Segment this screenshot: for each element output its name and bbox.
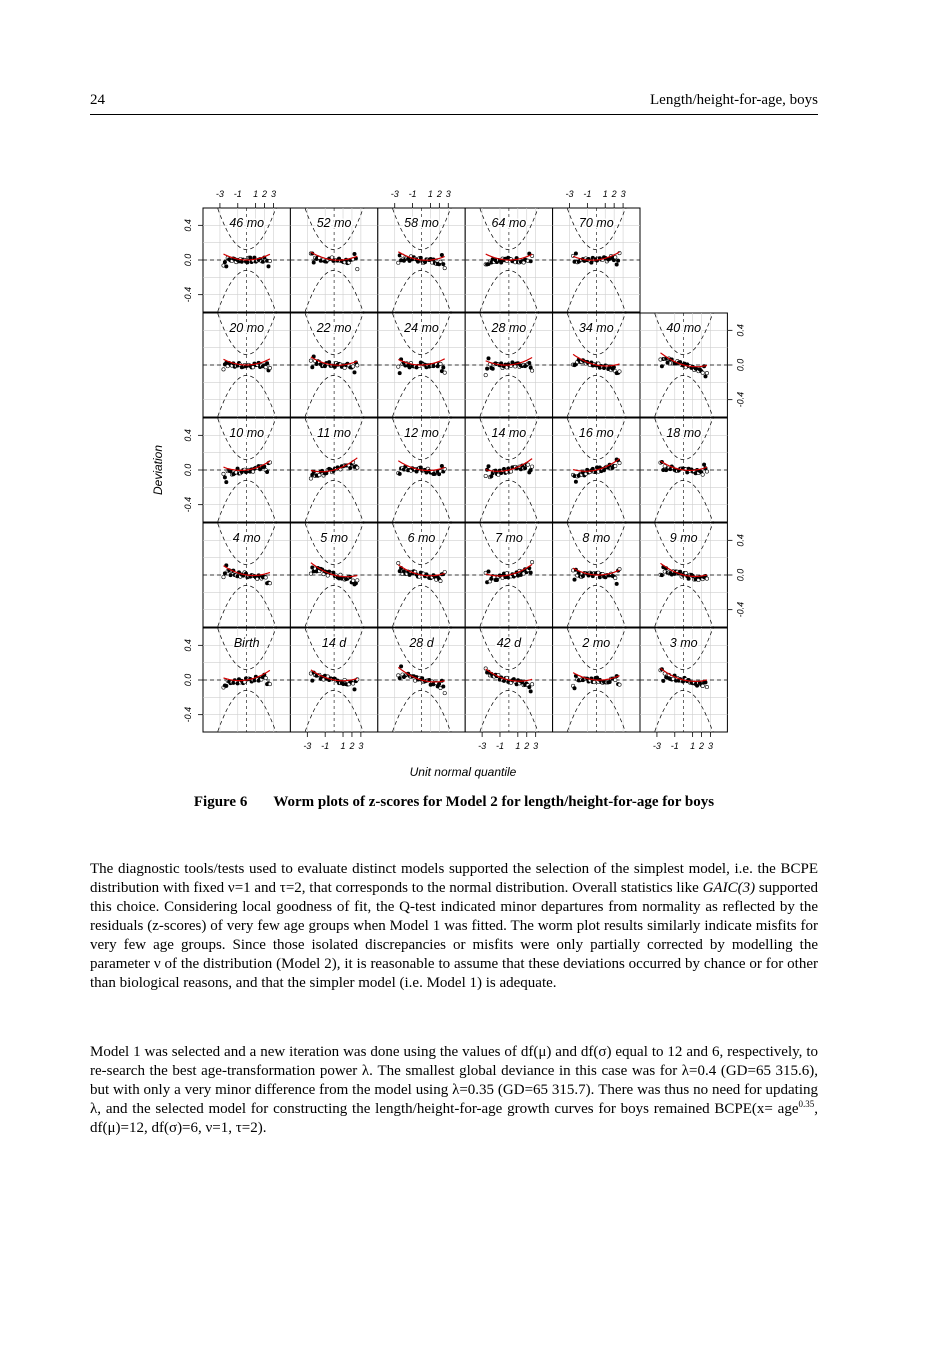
y-tick-label: 0.0 — [735, 568, 746, 582]
worm-point — [397, 261, 400, 264]
worm-point — [660, 365, 663, 368]
worm-point — [268, 259, 271, 262]
worm-point — [437, 682, 440, 685]
y-tick-label: 0.0 — [735, 358, 746, 372]
figure-caption-text: Worm plots of z-scores for Model 2 for length/height-for-age for boys — [273, 794, 715, 810]
panel-label: 12 mo — [404, 426, 439, 440]
y-axis-title: Deviation — [151, 444, 165, 496]
x-tick-label: 2 — [262, 189, 268, 199]
worm-point — [418, 575, 421, 578]
worm-point — [225, 265, 228, 268]
worm-point — [268, 682, 271, 685]
worm-point — [505, 572, 508, 575]
worm-point — [246, 261, 249, 264]
worm-point — [264, 366, 267, 369]
worm-point — [528, 685, 531, 688]
x-tick-label: -1 — [495, 741, 504, 751]
worm-point — [332, 571, 335, 574]
worm-point — [614, 256, 617, 259]
worm-point — [614, 576, 617, 579]
y-tick-label: 0.0 — [183, 253, 193, 267]
worm-point — [440, 253, 443, 256]
paragraph-model-selection — [90, 1043, 818, 1138]
x-tick-label: 1 — [690, 741, 696, 751]
y-tick-label: 0.4 — [183, 219, 193, 232]
worm-point — [612, 366, 615, 369]
worm-point — [529, 571, 532, 574]
worm-point — [705, 470, 708, 473]
worm-point — [614, 464, 617, 467]
worm-point — [616, 259, 619, 262]
figure-number: Figure 6 — [193, 794, 248, 810]
panel-label: 24 mo — [404, 321, 439, 335]
worm-point — [330, 256, 333, 259]
running-title: Length/height-for-age, boys — [650, 92, 818, 108]
worm-point — [309, 359, 312, 362]
panel-label: 11 mo — [317, 426, 352, 440]
worm-point — [309, 477, 312, 480]
panel-label: 58 mo — [404, 216, 439, 230]
worm-point — [701, 684, 704, 687]
x-tick-label: 1 — [340, 741, 346, 751]
worm-point — [222, 575, 225, 578]
figure-caption — [90, 794, 818, 811]
x-tick-label: 1 — [253, 189, 259, 199]
worm-point — [487, 570, 490, 573]
panel-label: 7 mo — [495, 531, 523, 545]
worm-point — [618, 683, 621, 686]
worm-point — [487, 465, 490, 468]
panel-label: 2 mo — [582, 636, 611, 650]
x-tick-label: -1 — [583, 189, 592, 199]
x-tick-label: 2 — [349, 741, 355, 751]
x-tick-label: 3 — [445, 189, 451, 199]
worm-point — [398, 371, 401, 374]
x-tick-label: 2 — [524, 741, 530, 751]
p2-text-b: , df(μ)=12, df(σ)=6, ν=1, τ=2). — [90, 1101, 818, 1136]
panel-label: 40 mo — [666, 321, 702, 335]
x-tick-label: 1 — [427, 189, 433, 199]
worm-point — [353, 688, 356, 691]
panel-label: 5 mo — [320, 531, 348, 545]
worm-point — [701, 473, 704, 476]
worm-point — [312, 261, 315, 264]
worm-point — [614, 678, 617, 681]
worm-point — [443, 371, 446, 374]
worm-point — [615, 582, 618, 585]
worm-point — [701, 371, 704, 374]
x-tick-label: -3 — [303, 741, 312, 751]
worm-point — [442, 685, 445, 688]
worm-point — [399, 665, 402, 668]
p1-text-a: The diagnostic tools/tests used to evaluate distinct models supported the selection of the simplest model, i.e. the BCPE distribution with fixed ν=1 and τ=2, that corresponds to the normal distribution. Overall statistics like — [90, 861, 818, 896]
worm-point — [398, 472, 401, 475]
worm-point — [229, 470, 232, 473]
worm-point — [615, 263, 618, 266]
panel-label: 70 mo — [578, 216, 614, 230]
y-tick-label: 0.4 — [735, 324, 746, 337]
worm-point — [353, 371, 356, 374]
worm-point — [528, 361, 531, 364]
worm-point — [529, 260, 532, 263]
panel-label: 64 mo — [491, 216, 527, 230]
panel-label: 4 mo — [232, 531, 261, 545]
worm-point — [349, 466, 352, 469]
page-number: 24 — [90, 92, 105, 108]
panel-label: 14 mo — [491, 426, 527, 440]
worm-point — [704, 681, 707, 684]
worm-point — [443, 691, 446, 694]
worm-point — [484, 373, 487, 376]
worm-point — [705, 577, 708, 580]
x-tick-label: 2 — [699, 741, 705, 751]
worm-point — [225, 684, 228, 687]
worm-point — [574, 480, 577, 483]
worm-point — [608, 680, 611, 683]
panel-label: Birth — [233, 636, 260, 650]
worm-point — [223, 476, 226, 479]
x-tick-label: -1 — [321, 741, 330, 751]
panel-label: 46 mo — [229, 216, 265, 230]
p1-text-b: supported this choice. Considering local goodness of fit, the Q-test indicated minor departures from normality as reflected by the residuals (z-scores) of very few age groups when Model 1 was fitted. The worm plot results similarly indicate misfits for very few age groups. Since those isolated discrepancies or misfits were only partially corrected by modelling the parameter ν of the distribution (Model 2), it is reasonable to assume that these deviations occurred by chance or for other than biological reasons, and that the simpler model (i.e. Model 1) is adequate. — [90, 880, 818, 991]
worm-point — [618, 461, 621, 464]
worm-point — [222, 472, 225, 475]
panel-label: 22 mo — [316, 321, 352, 335]
worm-point — [356, 267, 359, 270]
worm-point — [485, 367, 488, 370]
y-tick-label: 0.4 — [183, 639, 193, 652]
worm-point — [590, 261, 593, 264]
x-tick-label: -3 — [215, 189, 224, 199]
worm-point — [526, 463, 529, 466]
y-tick-label: 0.0 — [183, 463, 193, 477]
x-tick-label: -1 — [670, 741, 679, 751]
panel-label: 42 d — [496, 636, 522, 650]
worm-point — [223, 260, 226, 263]
panel-label: 14 d — [321, 636, 347, 650]
p2-text-a: Model 1 was selected and a new iteration was done using the values of df(μ) and df(σ) equal to 12 and 6, respectively, to re-search the best age-transformation power λ. The smallest global deviance in this case was for λ=0.4 (GD=65 315.6), but with only a very minor difference from the model using λ=0.35 (GD=65 315.7). There was thus no need for updating λ, and the selected model for constructing the length/height-for-age growth curves for boys remained BCPE(x= age — [90, 1044, 818, 1117]
panel-label: 28 mo — [491, 321, 527, 335]
x-tick-label: 3 — [707, 741, 713, 751]
p1-gaic: GAIC(3) — [702, 880, 756, 896]
y-tick-label: -0.4 — [183, 286, 193, 303]
worm-point — [222, 368, 225, 371]
x-tick-label: 3 — [620, 189, 626, 199]
panel-label: 16 mo — [578, 426, 614, 440]
worm-point — [439, 579, 442, 582]
worm-point — [443, 266, 446, 269]
worm-point — [311, 366, 314, 369]
worm-point — [663, 464, 666, 467]
worm-point — [530, 683, 533, 686]
worm-point — [529, 468, 532, 471]
panel-label: 10 mo — [229, 426, 265, 440]
x-tick-label: -1 — [408, 189, 417, 199]
y-tick-label: -0.4 — [183, 496, 193, 513]
panel-label: 52 mo — [316, 216, 352, 230]
worm-point — [439, 362, 442, 365]
panel-label: 9 mo — [669, 531, 698, 545]
worm-point — [678, 570, 681, 573]
worm-point — [573, 687, 576, 690]
worm-point — [702, 463, 705, 466]
x-tick-label: 3 — [270, 189, 276, 199]
worm-point — [705, 371, 708, 374]
worm-point — [356, 466, 359, 469]
worm-point — [264, 676, 267, 679]
worm-point — [268, 366, 271, 369]
panel-label: 6 mo — [407, 531, 436, 545]
worm-point — [440, 464, 443, 467]
worm-point — [573, 578, 576, 581]
worm-point — [530, 369, 533, 372]
p2-exponent: 0.35 — [798, 1099, 815, 1109]
worm-point — [662, 679, 665, 682]
worm-point — [530, 465, 533, 468]
y-tick-label: 0.0 — [183, 673, 193, 687]
worm-point — [439, 260, 442, 263]
paragraph-diagnostics — [90, 860, 818, 993]
worm-point — [398, 676, 401, 679]
worm-point — [397, 365, 400, 368]
x-tick-label: -1 — [233, 189, 242, 199]
panel-label: 18 mo — [666, 426, 702, 440]
worm-point — [529, 690, 532, 693]
worm-point — [598, 576, 601, 579]
worm-point — [419, 256, 422, 259]
worm-point — [356, 364, 359, 367]
worm-point — [249, 256, 252, 259]
x-tick-label: 1 — [602, 189, 608, 199]
y-tick-label: 0.4 — [735, 534, 746, 547]
x-tick-label: -3 — [652, 741, 661, 751]
worm-point — [484, 474, 487, 477]
worm-point — [523, 466, 526, 469]
worm-point — [229, 573, 232, 576]
x-tick-label: 3 — [533, 741, 539, 751]
worm-point — [311, 679, 314, 682]
worm-point — [666, 361, 669, 364]
x-tick-label: 1 — [515, 741, 521, 751]
y-tick-label: -0.4 — [735, 601, 746, 618]
panel-label: 8 mo — [582, 531, 611, 545]
worm-point — [268, 582, 271, 585]
x-tick-label: -3 — [565, 189, 574, 199]
y-tick-label: -0.4 — [735, 391, 746, 408]
worm-point — [530, 560, 533, 563]
worm-point — [265, 470, 268, 473]
worm-point — [487, 357, 490, 360]
worm-point — [353, 252, 356, 255]
worm-point — [491, 367, 494, 370]
x-tick-label: -3 — [478, 741, 487, 751]
panel-label: 20 mo — [229, 321, 265, 335]
worm-point — [326, 574, 329, 577]
worm-point — [660, 573, 663, 576]
x-axis-title: Unit normal quantile — [409, 765, 517, 779]
x-tick-label: 3 — [358, 741, 364, 751]
worm-point — [416, 260, 419, 263]
worm-point — [618, 370, 621, 373]
worm-point — [356, 579, 359, 582]
worm-point — [264, 576, 267, 579]
worm-point — [351, 365, 354, 368]
y-tick-label: -0.4 — [183, 706, 193, 723]
worm-point — [397, 561, 400, 564]
x-tick-label: 2 — [436, 189, 442, 199]
y-tick-label: 0.4 — [183, 429, 193, 442]
worm-point — [704, 375, 707, 378]
worm-point — [327, 360, 330, 363]
x-tick-label: -3 — [390, 189, 399, 199]
worm-point — [318, 473, 321, 476]
worm-point — [495, 578, 498, 581]
panel-label: 34 mo — [578, 321, 614, 335]
worm-point — [705, 685, 708, 688]
worm-point — [265, 362, 268, 365]
worm-point — [225, 480, 228, 483]
panel-label: 28 d — [409, 636, 434, 650]
worm-point — [351, 579, 354, 582]
panel-label: 3 mo — [669, 636, 698, 650]
worm-point — [442, 366, 445, 369]
worm-point — [267, 265, 270, 268]
worm-point — [592, 680, 595, 683]
worm-point — [687, 577, 690, 580]
x-tick-label: 2 — [611, 189, 617, 199]
worm-point — [442, 262, 445, 265]
worm-point — [574, 252, 577, 255]
